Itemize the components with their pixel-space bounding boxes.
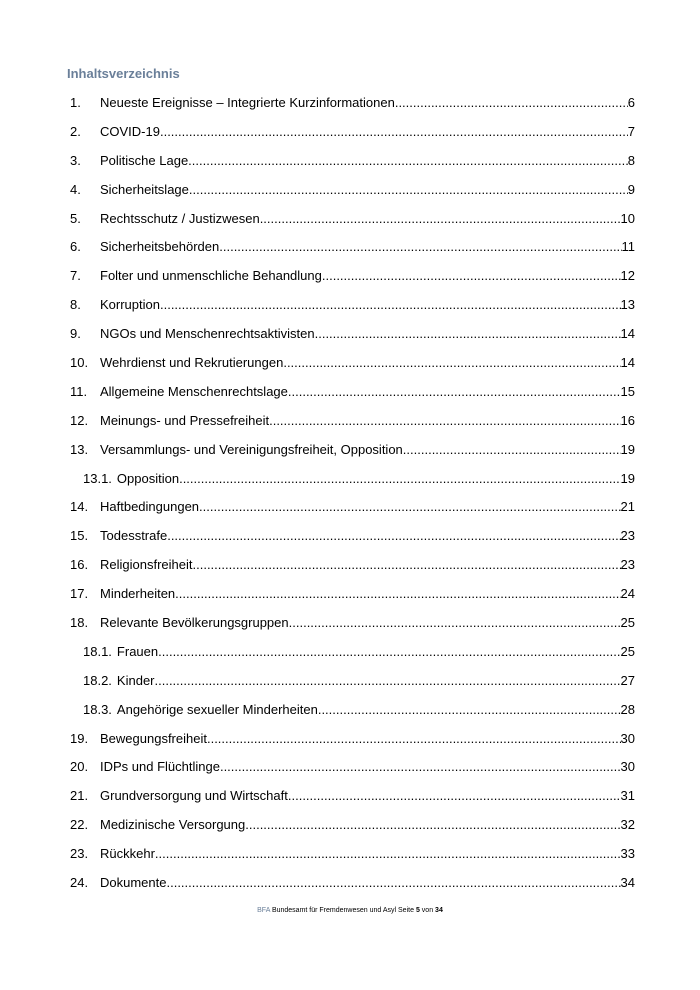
- toc-entry-number: 4.: [70, 181, 81, 197]
- toc-entry-title[interactable]: Wehrdienst und Rekrutierungen: [100, 354, 284, 370]
- toc-entry-title[interactable]: Kinder: [116, 672, 155, 688]
- toc-entry[interactable]: [70, 868, 635, 897]
- toc-entry[interactable]: [70, 810, 635, 839]
- toc-entry-title[interactable]: Relevante Bevölkerungsgruppen: [100, 614, 289, 630]
- toc-entry-title[interactable]: Opposition: [116, 470, 180, 486]
- toc-entry-number: 13.1.: [83, 470, 112, 486]
- toc-entry[interactable]: [70, 492, 635, 521]
- toc-dot-leader: [160, 124, 628, 139]
- toc-entry-title[interactable]: COVID-19: [100, 123, 160, 139]
- footer-total-pages: 34: [435, 907, 443, 914]
- toc-entry-number: 18.3.: [83, 701, 112, 717]
- toc-entry-page[interactable]: 27: [620, 672, 635, 688]
- toc-entry-number: 8.: [70, 297, 81, 313]
- toc-entry-page[interactable]: 30: [620, 730, 635, 746]
- toc-entry-page[interactable]: 32: [620, 817, 635, 833]
- toc-dot-leader: [167, 528, 620, 543]
- toc-entry-title[interactable]: IDPs und Flüchtlinge: [100, 759, 220, 775]
- toc-entry-page[interactable]: 8: [627, 152, 635, 168]
- footer-seite-label: Seite: [398, 907, 414, 914]
- toc-dot-leader: [269, 413, 620, 428]
- footer-org: Bundesamt für Fremdenwesen und Asyl: [271, 907, 397, 914]
- toc-entry-page[interactable]: 23: [620, 528, 635, 544]
- toc-entry-number: 2.: [70, 123, 81, 139]
- toc-dot-leader: [289, 615, 621, 630]
- toc-entry-number: 18.: [70, 614, 89, 630]
- toc-subentry[interactable]: [70, 464, 635, 493]
- toc-entry-title[interactable]: Neueste Ereignisse – Integrierte Kurzinformationen: [100, 94, 395, 110]
- toc-entry[interactable]: [70, 608, 635, 637]
- toc-entry-number: 20.: [70, 759, 89, 775]
- toc-entry-number: 6.: [70, 239, 81, 255]
- toc-entry[interactable]: [70, 752, 635, 781]
- toc-title: Inhaltsverzeichnis: [67, 66, 180, 81]
- toc-entry-number: 21.: [70, 788, 89, 804]
- toc-entry-page[interactable]: 19: [620, 441, 635, 457]
- toc-entry-number: 22.: [70, 817, 89, 833]
- toc-entry-number: 13.: [70, 441, 89, 457]
- footer-page-number: 5: [415, 907, 420, 914]
- toc-entry-title[interactable]: Grundversorgung und Wirtschaft: [100, 788, 288, 804]
- toc-entry-number: 18.2.: [83, 672, 112, 688]
- toc-entry[interactable]: [70, 521, 635, 550]
- toc-dot-leader: [219, 239, 621, 254]
- toc-subentry[interactable]: [70, 695, 635, 724]
- toc-dot-leader: [403, 442, 621, 457]
- toc-entry-page[interactable]: 11: [621, 239, 635, 255]
- toc-dot-leader: [395, 95, 628, 110]
- toc-entry[interactable]: [70, 377, 635, 406]
- toc-entry-title[interactable]: Versammlungs- und Vereinigungsfreiheit, Opposition: [100, 441, 403, 457]
- toc-dot-leader: [318, 702, 621, 717]
- toc-dot-leader: [288, 788, 621, 803]
- toc-entry-title[interactable]: Religionsfreiheit: [100, 557, 193, 573]
- toc-entry-page[interactable]: 7: [627, 123, 635, 139]
- toc-entry[interactable]: [70, 175, 635, 204]
- toc-entry[interactable]: [70, 839, 635, 868]
- toc-entry[interactable]: [70, 290, 635, 319]
- toc-entry-page[interactable]: 25: [620, 643, 635, 659]
- toc-entry-page[interactable]: 10: [620, 210, 635, 226]
- toc-entry[interactable]: [70, 261, 635, 290]
- toc-entry-title[interactable]: NGOs und Menschenrechtsaktivisten: [100, 326, 315, 342]
- toc-entry-number: 12.: [70, 412, 89, 428]
- toc-entry-number: 11.: [70, 383, 88, 399]
- toc-entry[interactable]: [70, 146, 635, 175]
- toc-entry-number: 3.: [70, 152, 81, 168]
- toc-entry-page[interactable]: 34: [620, 874, 635, 890]
- toc-entry-page[interactable]: 30: [620, 759, 635, 775]
- toc-entry[interactable]: [70, 232, 635, 261]
- toc-entry-page[interactable]: 21: [620, 499, 635, 515]
- toc-dot-leader: [207, 731, 621, 746]
- toc-entry[interactable]: [70, 579, 635, 608]
- toc-dot-leader: [179, 471, 620, 486]
- toc-entry-page[interactable]: 19: [620, 470, 635, 486]
- toc-entry-title[interactable]: Haftbedingungen: [100, 499, 200, 515]
- toc-dot-leader: [189, 182, 628, 197]
- toc-entry-number: 16.: [70, 557, 89, 573]
- toc-entry[interactable]: [70, 204, 635, 233]
- toc-dot-leader: [160, 297, 621, 312]
- toc-list: [70, 88, 635, 897]
- toc-dot-leader: [283, 355, 620, 370]
- toc-subentry[interactable]: [70, 666, 635, 695]
- toc-entry-page[interactable]: 15: [620, 383, 635, 399]
- toc-dot-leader: [322, 268, 621, 283]
- toc-entry-page[interactable]: 28: [620, 701, 635, 717]
- toc-entry-number: 9.: [70, 326, 81, 342]
- toc-entry-title[interactable]: Medizinische Versorgung: [100, 817, 246, 833]
- toc-dot-leader: [245, 817, 620, 832]
- toc-dot-leader: [199, 499, 621, 514]
- toc-dot-leader: [175, 586, 620, 601]
- toc-entry-page[interactable]: 14: [620, 326, 635, 342]
- toc-entry-page[interactable]: 12: [620, 268, 635, 284]
- page-footer: [0, 907, 700, 914]
- toc-entry-number: 19.: [70, 730, 89, 746]
- toc-dot-leader: [188, 153, 628, 168]
- toc-entry-number: 1.: [70, 94, 81, 110]
- toc-entry-title[interactable]: Rückkehr: [100, 846, 155, 862]
- footer-von-label: von: [421, 907, 434, 914]
- toc-dot-leader: [166, 875, 620, 890]
- toc-dot-leader: [155, 846, 621, 861]
- toc-entry-page[interactable]: 24: [620, 586, 635, 602]
- toc-entry-title[interactable]: Korruption: [100, 297, 160, 313]
- toc-entry[interactable]: [70, 435, 635, 464]
- toc-entry-title[interactable]: Sicherheitslage: [100, 181, 189, 197]
- toc-entry[interactable]: [70, 348, 635, 377]
- toc-entry[interactable]: [70, 406, 635, 435]
- toc-entry-number: 15.: [70, 528, 89, 544]
- toc-entry-page[interactable]: 23: [620, 557, 635, 573]
- toc-entry-number: 17.: [70, 586, 89, 602]
- toc-entry-page[interactable]: 16: [620, 412, 635, 428]
- toc-entry-title[interactable]: Minderheiten: [100, 586, 176, 602]
- toc-entry-title[interactable]: Todesstrafe: [100, 528, 168, 544]
- toc-entry-title[interactable]: Angehörige sexueller Minderheiten: [116, 701, 318, 717]
- toc-entry-page[interactable]: 14: [620, 354, 635, 370]
- toc-dot-leader: [288, 384, 621, 399]
- toc-entry-number: 14.: [70, 499, 89, 515]
- toc-entry-title[interactable]: Politische Lage: [100, 152, 189, 168]
- toc-entry-title[interactable]: Folter und unmenschliche Behandlung: [100, 268, 322, 284]
- toc-entry-number: 7.: [70, 268, 81, 284]
- toc-entry-page[interactable]: 13: [620, 297, 635, 313]
- toc-dot-leader: [193, 557, 621, 572]
- toc-entry[interactable]: [70, 88, 635, 117]
- toc-entry-page[interactable]: 33: [620, 846, 635, 862]
- toc-entry-number: 5.: [70, 210, 81, 226]
- toc-entry[interactable]: [70, 550, 635, 579]
- toc-dot-leader: [158, 644, 620, 659]
- toc-entry[interactable]: [70, 781, 635, 810]
- toc-dot-leader: [260, 211, 621, 226]
- toc-entry-page[interactable]: 6: [627, 94, 635, 110]
- toc-entry[interactable]: [70, 117, 635, 146]
- toc-dot-leader: [155, 673, 621, 688]
- toc-entry-title[interactable]: Frauen: [116, 643, 159, 659]
- toc-entry-title[interactable]: Bewegungsfreiheit: [100, 730, 207, 746]
- toc-entry-title[interactable]: Meinungs- und Pressefreiheit: [100, 412, 270, 428]
- toc-entry-number: 24.: [70, 874, 89, 890]
- toc-entry-title[interactable]: Dokumente: [100, 874, 167, 890]
- toc-entry-page[interactable]: 25: [620, 614, 635, 630]
- toc-entry[interactable]: [70, 724, 635, 753]
- toc-entry-page[interactable]: 9: [627, 181, 635, 197]
- toc-entry-title[interactable]: Allgemeine Menschenrechtslage: [100, 383, 288, 399]
- toc-entry-number: 23.: [70, 846, 89, 862]
- toc-dot-leader: [220, 759, 621, 774]
- toc-entry-title[interactable]: Rechtsschutz / Justizwesen: [100, 210, 260, 226]
- toc-entry-title[interactable]: Sicherheitsbehörden: [100, 239, 220, 255]
- toc-entry-number: 10.: [70, 354, 89, 370]
- toc-entry[interactable]: [70, 319, 635, 348]
- toc-entry-number: 18.1.: [83, 643, 112, 659]
- footer-logo-text: BFA: [257, 907, 270, 914]
- toc-entry-page[interactable]: 31: [620, 788, 635, 804]
- toc-dot-leader: [315, 326, 621, 341]
- toc-subentry[interactable]: [70, 637, 635, 666]
